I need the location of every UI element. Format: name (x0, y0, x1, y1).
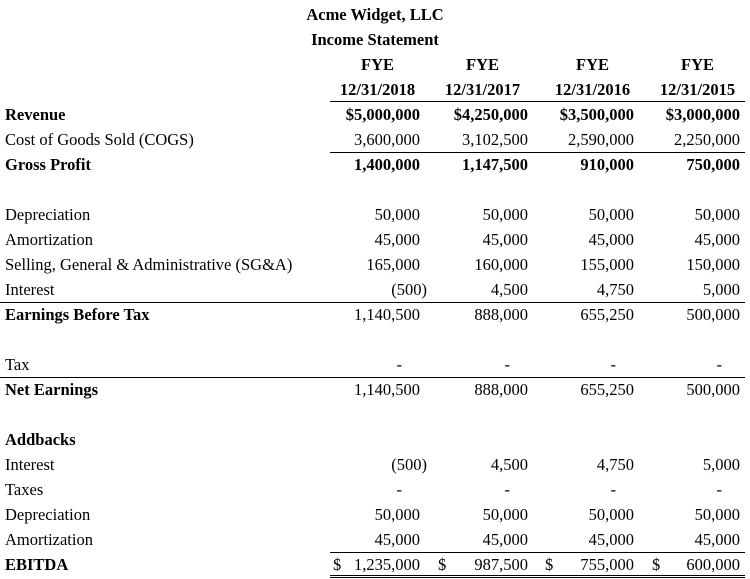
cell-depreciation-2017: 50,000 (482, 205, 528, 224)
cell-net-earnings-2016: 655,250 (580, 380, 634, 399)
cell-interest-2015: 5,000 (702, 280, 740, 299)
table-row-addback-taxes (0, 480, 750, 504)
row-label-ebt: Earnings Before Tax (5, 305, 150, 324)
row-label-addback-taxes: Taxes (5, 480, 44, 499)
cell-amortization-2016: 45,000 (588, 230, 634, 249)
ebt-rule (0, 302, 745, 303)
cell-depreciation-2016: 50,000 (588, 205, 634, 224)
col-header-fye-2016: FYE (576, 55, 609, 74)
cell-net-earnings-2015: 500,000 (686, 380, 740, 399)
cell-addback-depreciation-2015: 50,000 (694, 505, 740, 524)
net-earnings-rule (0, 377, 745, 378)
table-row-revenue (0, 105, 750, 129)
cell-depreciation-2018: 50,000 (374, 205, 420, 224)
table-row-addback-depreciation (0, 505, 750, 529)
cell-cogs-2016: 2,590,000 (568, 130, 634, 149)
cell-sga-2015: 150,000 (686, 255, 740, 274)
cell-cogs-2018: 3,600,000 (354, 130, 420, 149)
cell-cogs-2015: 2,250,000 (674, 130, 740, 149)
col-header-date-2017: 12/31/2017 (444, 80, 521, 99)
cell-ebitda-2016: 755,000 (580, 555, 634, 574)
header-underline (330, 101, 745, 102)
cell-addback-amortization-2017: 45,000 (482, 530, 528, 549)
cell-gross-profit-2015: 750,000 (686, 155, 740, 174)
statement-title: Income Statement (311, 30, 439, 49)
cell-revenue-2016: $3,500,000 (559, 105, 634, 124)
cell-tax-2016: - (610, 355, 616, 374)
gross-profit-rule (330, 152, 745, 153)
currency-symbol-2018: $ (333, 555, 342, 574)
table-row-ebt (0, 305, 750, 329)
cell-revenue-2018: $5,000,000 (345, 105, 420, 124)
table-row-tax (0, 355, 750, 379)
col-header-date-2018: 12/31/2018 (339, 80, 416, 99)
cell-tax-2017: - (504, 355, 510, 374)
cell-interest-2017: 4,500 (490, 280, 528, 299)
table-row-depreciation (0, 205, 750, 229)
table-row-addback-amortization (0, 530, 750, 554)
col-header-fye-2017: FYE (466, 55, 499, 74)
table-row-addback-interest (0, 455, 750, 479)
row-label-addback-amortization: Amortization (5, 530, 93, 549)
row-label-revenue: Revenue (5, 105, 66, 124)
ebitda-double-underline-1 (330, 575, 745, 576)
company-name: Acme Widget, LLC (306, 5, 444, 24)
cell-sga-2018: 165,000 (366, 255, 420, 274)
col-header-date-2015: 12/31/2015 (659, 80, 736, 99)
cell-addback-interest-2015: 5,000 (702, 455, 740, 474)
cell-addback-taxes-2018: - (396, 480, 402, 499)
cell-addback-interest-2018: (500) (391, 455, 427, 474)
row-label-amortization: Amortization (5, 230, 93, 249)
row-label-addback-interest: Interest (5, 455, 55, 474)
cell-gross-profit-2018: 1,400,000 (354, 155, 420, 174)
cell-addback-amortization-2016: 45,000 (588, 530, 634, 549)
cell-addback-amortization-2018: 45,000 (374, 530, 420, 549)
row-label-cogs: Cost of Goods Sold (COGS) (5, 130, 194, 149)
cell-interest-2018: (500) (391, 280, 427, 299)
table-row-addbacks-header (0, 430, 750, 454)
section-title-addbacks: Addbacks (5, 430, 76, 449)
cell-addback-interest-2016: 4,750 (596, 455, 634, 474)
cell-gross-profit-2016: 910,000 (580, 155, 634, 174)
row-label-sga: Selling, General & Administrative (SG&A) (5, 255, 293, 274)
cell-sga-2017: 160,000 (474, 255, 528, 274)
currency-symbol-2015: $ (652, 555, 661, 574)
table-row-sga (0, 255, 750, 279)
cell-interest-2016: 4,750 (596, 280, 634, 299)
row-label-gross-profit: Gross Profit (5, 155, 92, 174)
cell-revenue-2015: $3,000,000 (665, 105, 740, 124)
cell-addback-taxes-2016: - (610, 480, 616, 499)
cell-gross-profit-2017: 1,147,500 (462, 155, 528, 174)
cell-addback-depreciation-2018: 50,000 (374, 505, 420, 524)
table-row-net-earnings (0, 380, 750, 404)
cell-ebt-2015: 500,000 (686, 305, 740, 324)
cell-depreciation-2015: 50,000 (694, 205, 740, 224)
cell-addback-depreciation-2016: 50,000 (588, 505, 634, 524)
row-label-interest: Interest (5, 280, 55, 299)
row-label-ebitda: EBITDA (5, 555, 69, 574)
cell-amortization-2015: 45,000 (694, 230, 740, 249)
row-label-addback-depreciation: Depreciation (5, 505, 91, 524)
cell-ebt-2016: 655,250 (580, 305, 634, 324)
cell-addback-taxes-2017: - (504, 480, 510, 499)
cell-net-earnings-2018: 1,140,500 (354, 380, 420, 399)
cell-revenue-2017: $4,250,000 (453, 105, 528, 124)
table-row-gross-profit (0, 155, 750, 179)
cell-ebitda-2018: 1,235,000 (354, 555, 420, 574)
row-label-net-earnings: Net Earnings (5, 380, 99, 399)
cell-addback-depreciation-2017: 50,000 (482, 505, 528, 524)
table-row-amortization (0, 230, 750, 254)
cell-tax-2018: - (396, 355, 402, 374)
currency-symbol-2016: $ (545, 555, 554, 574)
cell-ebitda-2017: 987,500 (474, 555, 528, 574)
cell-cogs-2017: 3,102,500 (462, 130, 528, 149)
cell-amortization-2018: 45,000 (374, 230, 420, 249)
cell-net-earnings-2017: 888,000 (474, 380, 528, 399)
row-label-depreciation: Depreciation (5, 205, 91, 224)
cell-tax-2015: - (716, 355, 722, 374)
currency-symbol-2017: $ (438, 555, 447, 574)
cell-addback-taxes-2015: - (716, 480, 722, 499)
col-header-date-2016: 12/31/2016 (554, 80, 631, 99)
cell-addback-amortization-2015: 45,000 (694, 530, 740, 549)
cell-amortization-2017: 45,000 (482, 230, 528, 249)
row-label-tax: Tax (5, 355, 30, 374)
ebitda-rule (330, 552, 745, 553)
cell-ebitda-2015: 600,000 (686, 555, 740, 574)
cell-addback-interest-2017: 4,500 (490, 455, 528, 474)
table-row-cogs (0, 130, 750, 154)
cell-ebt-2017: 888,000 (474, 305, 528, 324)
cell-ebt-2018: 1,140,500 (354, 305, 420, 324)
col-header-fye-2015: FYE (681, 55, 714, 74)
col-header-fye-2018: FYE (361, 55, 394, 74)
cell-sga-2016: 155,000 (580, 255, 634, 274)
table-row-interest (0, 280, 750, 304)
